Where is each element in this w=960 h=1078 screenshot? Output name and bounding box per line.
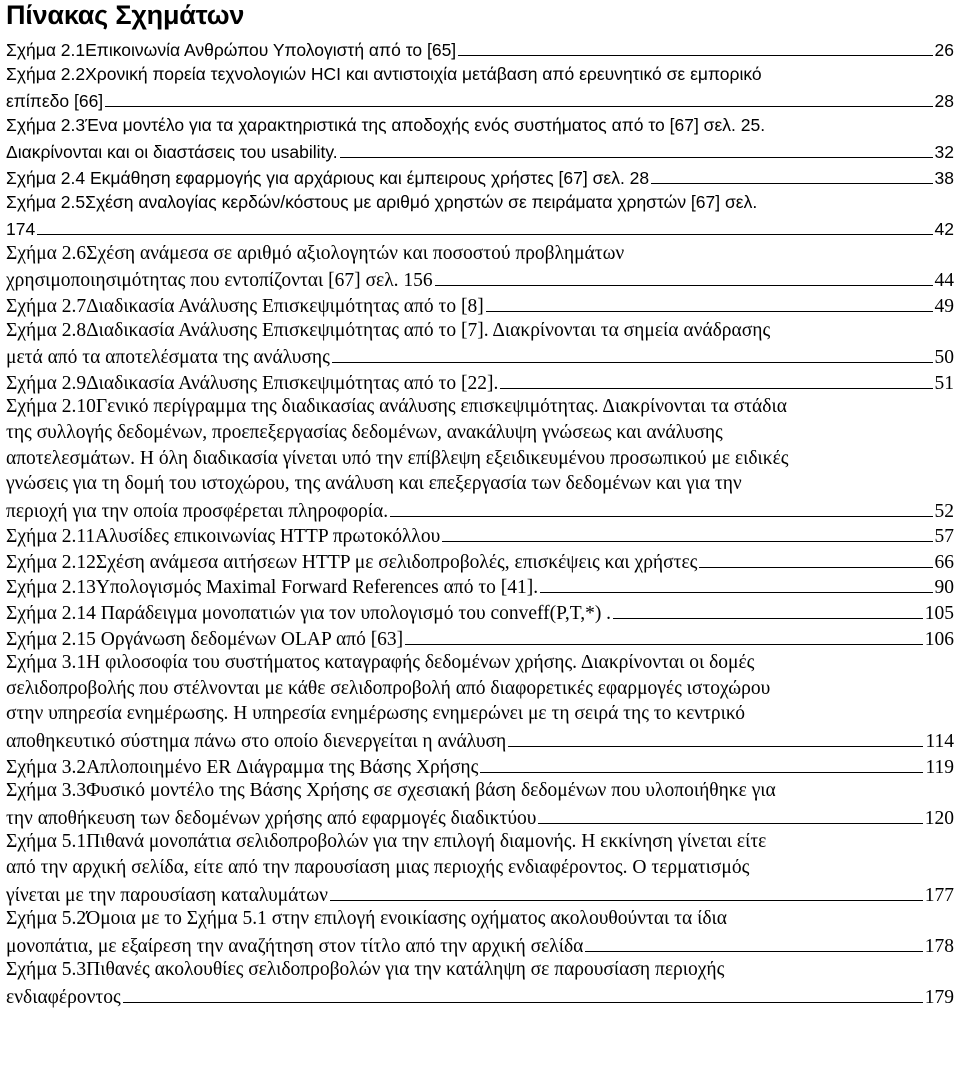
figure-entry[interactable] [6, 548, 954, 574]
dot-leader [330, 881, 923, 901]
figure-entry[interactable] [6, 906, 954, 957]
page-number[interactable]: 26 [934, 40, 954, 60]
figure-caption-text: από την αρχική σελίδα, είτε από την παρουσίαση μιας περιοχής ενδιαφέροντος. Ο τερματισμός [6, 857, 750, 878]
figure-caption-text: στην υπηρεσία ενημέρωσης. Η υπηρεσία ενημέρωσης ενημερώνει με τη σειρά της το κεντρικό [6, 703, 746, 725]
figure-entry[interactable] [6, 753, 954, 779]
figure-entry[interactable] [6, 522, 954, 548]
figure-entry[interactable] [6, 650, 954, 752]
figure-caption-text: Σχήμα 2.12Σχέση ανάμεσα αιτήσεων HTTP με σελιδοπροβολές, επισκέψεις και χρήστες [6, 551, 698, 573]
figure-caption-text: την αποθήκευση των δεδομένων χρήσης από εφαρμογές διαδικτύου [6, 807, 537, 829]
dot-leader [585, 932, 922, 952]
page-number[interactable]: 52 [934, 500, 954, 522]
figure-caption-text: Διακρίνονται και οι διαστάσεις του usability. [6, 142, 338, 163]
figure-entry-last-line [6, 753, 954, 779]
figure-entry-last-line [6, 266, 954, 292]
figure-caption-text: Σχήμα 2.14 Παράδειγμα μονοπατιών για τον υπολογισμό του conveff(P,T,*) . [6, 603, 612, 625]
page-number[interactable]: 38 [934, 167, 954, 188]
figure-entry-last-line [6, 522, 954, 548]
figure-caption-text: 174 [6, 219, 36, 240]
dot-leader [651, 164, 932, 184]
dot-leader [500, 369, 932, 389]
figure-entry-line [6, 190, 954, 216]
figure-entry-last-line [6, 215, 954, 241]
page-number[interactable]: 57 [934, 526, 954, 548]
figure-entry[interactable] [6, 292, 954, 318]
figure-entry[interactable] [6, 369, 954, 395]
dot-leader [538, 804, 922, 824]
figure-entry-last-line [6, 983, 954, 1009]
figure-entry[interactable] [6, 113, 954, 164]
figure-entry[interactable] [6, 599, 954, 625]
page-number[interactable]: 49 [934, 295, 954, 317]
figure-entry-last-line [6, 369, 954, 395]
figure-caption-text: μονοπάτια, με εξαίρεση την αναζήτηση στον τίτλο από την αρχική σελίδα [6, 935, 584, 957]
figure-entry-last-line [6, 727, 954, 753]
figure-caption-text: Σχήμα 2.5Σχέση αναλογίας κερδών/κόστους με αριθμό χρηστών σε πειράματα χρηστών [67] σελ. [6, 191, 758, 212]
figure-caption-text: της συλλογής δεδομένων, προεπεξεργασίας δεδομένων, ανακάλυψη γνώσεως και ανάλυσης [6, 421, 723, 443]
figure-entry-line [6, 829, 954, 855]
figure-entry[interactable] [6, 318, 954, 369]
page-number[interactable]: 51 [934, 372, 954, 394]
page-number[interactable]: 177 [924, 884, 954, 906]
dot-leader [508, 727, 923, 747]
figure-entry-last-line [6, 804, 954, 830]
page-number[interactable]: 32 [934, 142, 954, 163]
figure-entry-last-line [6, 573, 954, 599]
figure-caption-text: Σχήμα 2.9Διαδικασία Ανάλυσης Επισκεψιμότητας από το [22]. [6, 372, 499, 394]
figure-caption-text: Σχήμα 2.8Διαδικασία Ανάλυσης Επισκεψιμότητας από το [7]. Διακρίνονται τα σημεία ανάδρασης [6, 319, 771, 341]
dot-leader [458, 36, 932, 56]
dot-leader [435, 266, 933, 286]
page-number[interactable]: 42 [934, 219, 954, 240]
figure-caption-text: επίπεδο [66] [6, 91, 104, 112]
figure-entry[interactable] [6, 190, 954, 241]
figure-entry-last-line [6, 138, 954, 164]
figure-entry-line [6, 957, 954, 983]
figure-caption-text: αποτελεσμάτων. Η όλη διαδικασία γίνεται υπό την επίβλεψη εξειδικευμένου προσωπικού με ειδικές [6, 447, 789, 469]
figure-caption-text: σελιδοπροβολής που στέλνονται με κάθε σελιδοπροβολή από διαφορετικές εφαρμογές ιστοχώρου [6, 677, 771, 699]
figure-entry-last-line [6, 343, 954, 369]
figure-entry-line [6, 471, 954, 497]
figure-entry-line [6, 676, 954, 702]
figure-entry-last-line [6, 548, 954, 574]
figure-caption-text: γνώσεις για τη δομή του ιστοχώρου, της ανάλυση και επεξεργασία των δεδομένων και για την [6, 473, 742, 495]
figure-entry[interactable] [6, 36, 954, 62]
table-of-figures-page [6, 0, 954, 1009]
figure-entry-last-line [6, 625, 954, 651]
figure-entry[interactable] [6, 957, 954, 1008]
dot-leader [405, 625, 923, 645]
page-number[interactable]: 90 [934, 577, 954, 599]
figure-entry-line [6, 241, 954, 267]
figure-caption-text: Σχήμα 2.11Αλυσίδες επικοινωνίας HTTP πρωτοκόλλου [6, 526, 441, 548]
figure-entry-line [6, 113, 954, 139]
figure-entry-last-line [6, 932, 954, 958]
dot-leader [480, 753, 923, 773]
dot-leader [123, 983, 923, 1003]
figure-caption-text: Σχήμα 2.6Σχέση ανάμεσα σε αριθμό αξιολογητών και ποσοστού προβλημάτων [6, 242, 625, 264]
dot-leader [486, 292, 933, 312]
figure-entry[interactable] [6, 62, 954, 113]
page-number[interactable]: 50 [934, 347, 954, 369]
figure-entry[interactable] [6, 573, 954, 599]
figure-caption-text: Σχήμα 5.3Πιθανές ακολουθίες σελιδοπροβολών για την κατάληψη σε παρουσίαση περιοχής [6, 959, 725, 981]
dot-leader [340, 138, 933, 158]
dot-leader [540, 573, 932, 593]
page-number[interactable]: 28 [934, 91, 954, 112]
page-number[interactable]: 178 [924, 935, 954, 957]
figure-caption-text: Σχήμα 2.3Ένα μοντέλο για τα χαρακτηριστικά της αποδοχής ενός συστήματος από το [67] σελ. 25. [6, 114, 766, 135]
figure-entry[interactable] [6, 394, 954, 522]
figure-entry[interactable] [6, 778, 954, 829]
figure-entry-last-line [6, 292, 954, 318]
page-number[interactable]: 179 [924, 986, 954, 1008]
figure-entry[interactable] [6, 164, 954, 190]
figure-caption-text: Σχήμα 2.2Χρονική πορεία τεχνολογιών HCI και αντιστοιχία μετάβαση από ερευνητικό σε εμπορικό [6, 63, 762, 84]
figure-caption-text: Σχήμα 2.13Υπολογισμός Maximal Forward References από το [41]. [6, 577, 539, 599]
figure-entry-line [6, 778, 954, 804]
figure-caption-text: Σχήμα 3.3Φυσικό μοντέλο της Βάσης Χρήσης σε σχεσιακή βάση δεδομένων που υλοποιήθηκε για [6, 780, 776, 802]
figure-entry[interactable] [6, 241, 954, 292]
figure-caption-text: γίνεται με την παρουσίαση καταλυμάτων [6, 884, 328, 906]
figure-list [6, 36, 954, 1009]
figure-caption-text: Σχήμα 5.2Όμοια με το Σχήμα 5.1 στην επιλογή ενοικίασης οχήματος ακολουθούνται τα ίδια [6, 908, 727, 930]
figure-entry-line [6, 855, 954, 881]
figure-entry-last-line [6, 164, 954, 190]
figure-caption-text: μετά από τα αποτελέσματα της ανάλυσης [6, 347, 330, 369]
page-number[interactable]: 66 [934, 551, 954, 573]
figure-entry[interactable] [6, 625, 954, 651]
figure-caption-text: Σχήμα 5.1Πιθανά μονοπάτια σελιδοπροβολών για την επιλογή διαμονής. Η εκκίνηση γίνεται είτε [6, 831, 767, 853]
figure-entry-line [6, 62, 954, 88]
figure-entry-line [6, 394, 954, 420]
figure-entry-line [6, 318, 954, 344]
figure-caption-text: Σχήμα 3.1Η φιλοσοφία του συστήματος καταγραφής δεδομένων χρήσης. Διακρίνονται οι δομές [6, 652, 755, 674]
figure-entry-last-line [6, 36, 954, 62]
dot-leader [699, 548, 932, 568]
figure-entry[interactable] [6, 829, 954, 906]
dot-leader [37, 215, 932, 235]
page-title: Πίνακας Σχημάτων [6, 0, 245, 30]
figure-caption-text: Σχήμα 3.2Απλοποιημένο ER Διάγραμμα της Βάσης Χρήσης [6, 756, 479, 778]
figure-entry-line [6, 701, 954, 727]
figure-entry-line [6, 420, 954, 446]
page-number[interactable]: 114 [925, 731, 954, 753]
figure-caption-text: Σχήμα 2.4 Εκμάθηση εφαρμογής για αρχάριους και έμπειρους χρήστες [67] σελ. 28 [6, 167, 650, 188]
figure-entry-last-line [6, 881, 954, 907]
figure-caption-text: ενδιαφέροντος [6, 986, 121, 1008]
dot-leader [390, 497, 932, 517]
page-number[interactable]: 119 [925, 756, 954, 778]
figure-caption-text: περιοχή για την οποία προσφέρεται πληροφορία. [6, 500, 389, 522]
page-number[interactable]: 120 [924, 807, 954, 829]
figure-caption-text: χρησιμοποιησιμότητας που εντοπίζονται [67] σελ. 156 [6, 270, 433, 292]
figure-caption-text: Σχήμα 2.7Διαδικασία Ανάλυσης Επισκεψιμότητας από το [8] [6, 295, 484, 317]
figure-caption-text: αποθηκευτικό σύστημα πάνω στο οποίο διενεργείται η ανάλυση [6, 731, 507, 753]
figure-entry-line [6, 906, 954, 932]
figure-caption-text: Σχήμα 2.1Επικοινωνία Ανθρώπου Υπολογιστή από το [65] [6, 40, 457, 60]
dot-leader [613, 599, 923, 619]
dot-leader [332, 343, 933, 363]
figure-entry-line [6, 446, 954, 472]
figure-caption-text: Σχήμα 2.15 Οργάνωση δεδομένων OLAP από [63] [6, 628, 404, 650]
page-number[interactable]: 44 [934, 270, 954, 292]
figure-entry-last-line [6, 599, 954, 625]
dot-leader [442, 522, 932, 542]
figure-caption-text: Σχήμα 2.10Γενικό περίγραμμα της διαδικασίας ανάλυσης επισκεψιμότητας. Διακρίνονται τα στάδια [6, 396, 787, 418]
figure-entry-last-line [6, 497, 954, 523]
figure-entry-line [6, 650, 954, 676]
figure-entry-last-line [6, 87, 954, 113]
page-number[interactable]: 106 [924, 628, 954, 650]
dot-leader [105, 87, 932, 107]
page-number[interactable]: 105 [924, 603, 954, 625]
